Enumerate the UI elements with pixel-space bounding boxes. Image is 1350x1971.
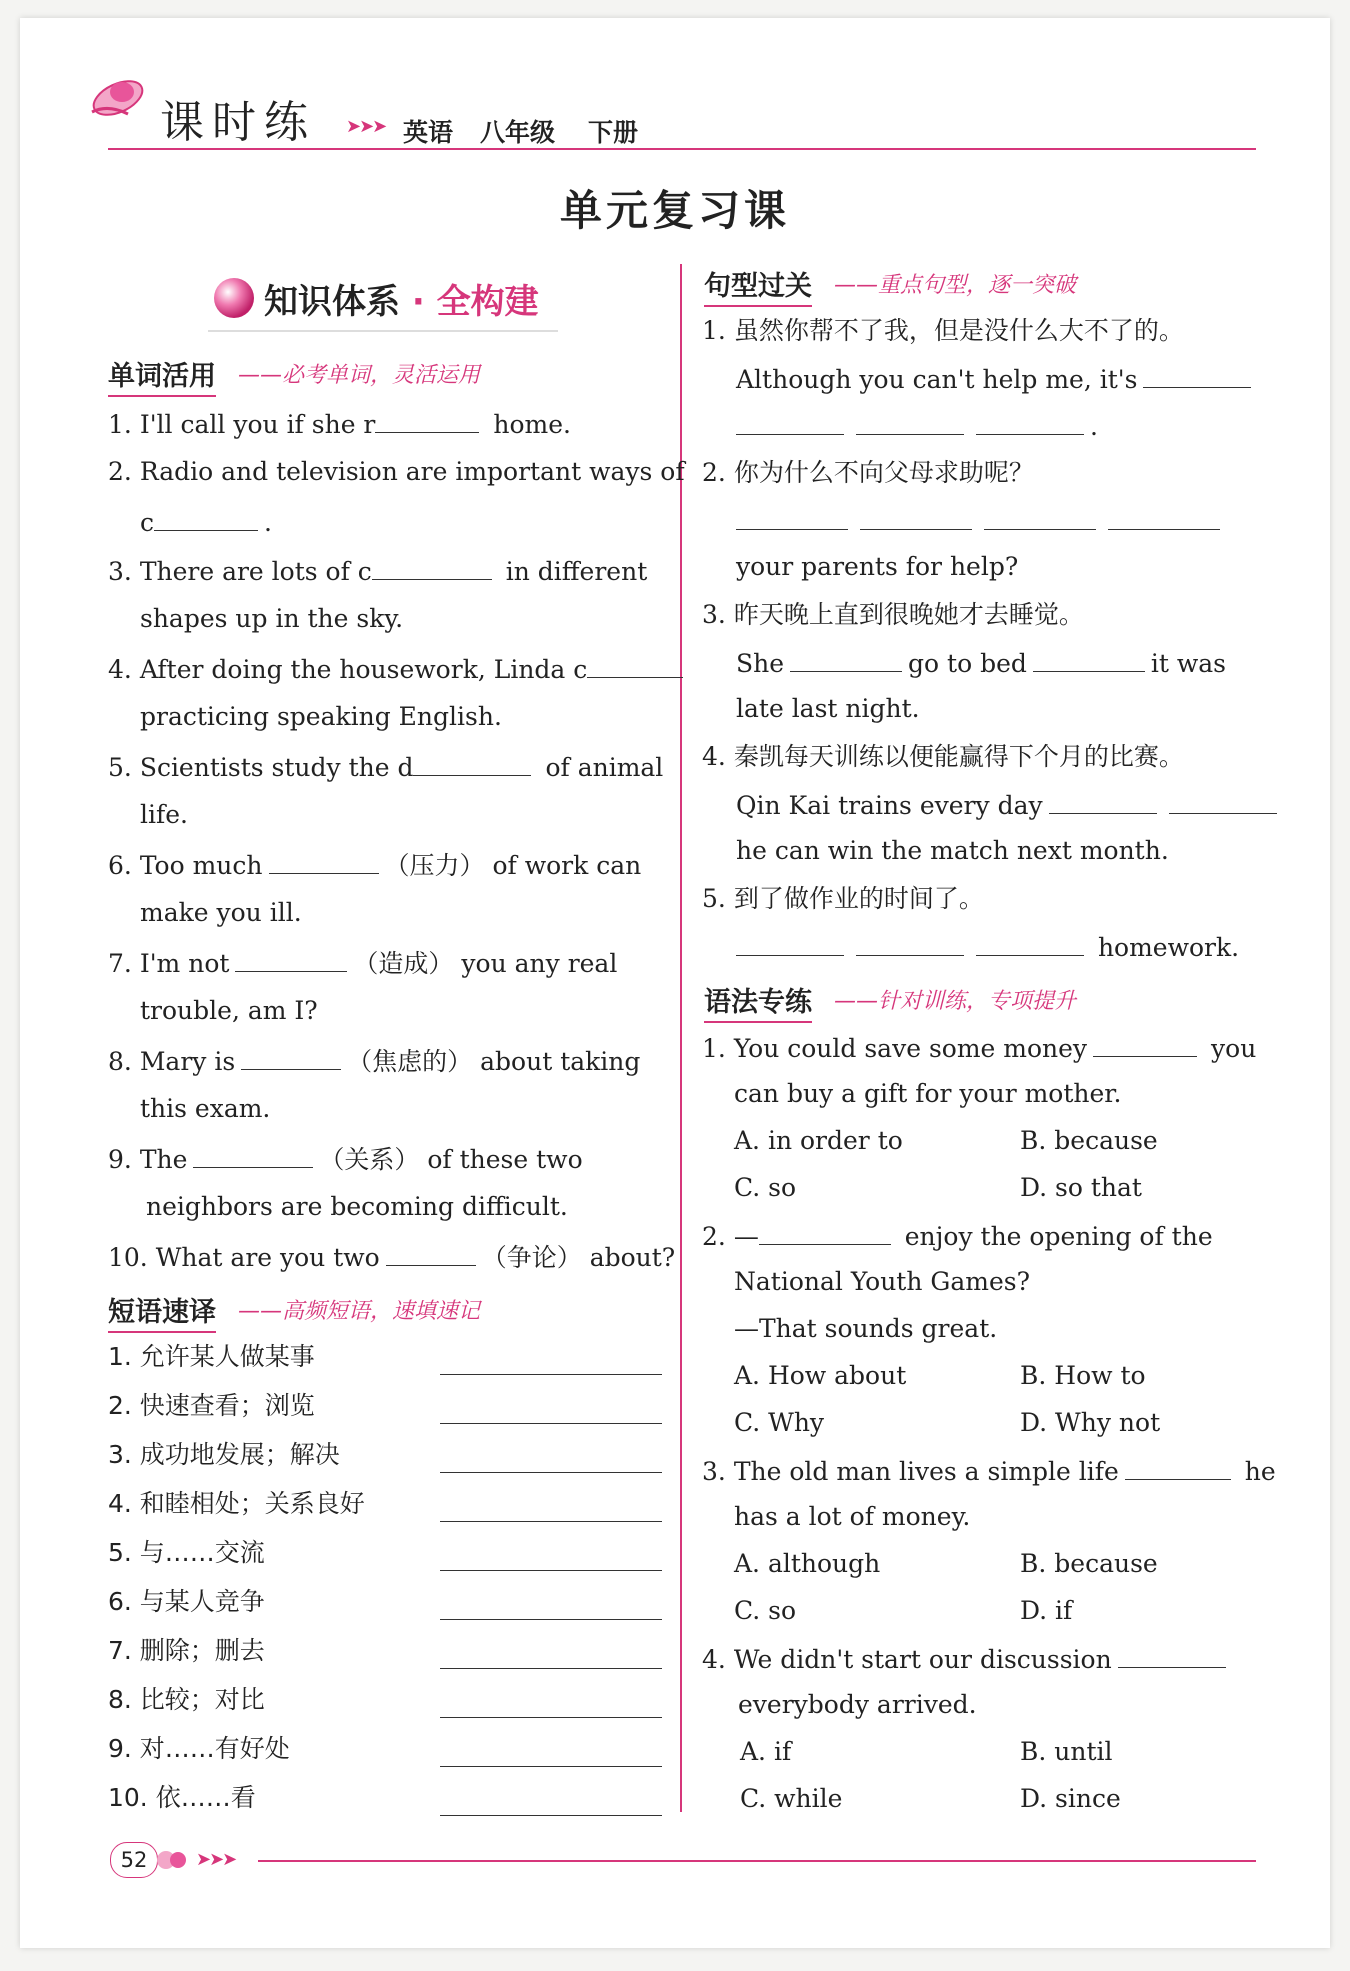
- sentence-5-cn: 5. 到了做作业的时间了。: [702, 884, 984, 913]
- vocab-item-5: 5. Scientists study the d of animal: [108, 749, 663, 785]
- phrase-blank-8[interactable]: [440, 1717, 662, 1718]
- page-title: 单元复习课: [559, 186, 790, 235]
- phrase-blank-10[interactable]: [440, 1815, 662, 1816]
- phrase-blank-9[interactable]: [440, 1766, 662, 1767]
- sentence-4-cn: 4. 秦凯每天训练以便能赢得下个月的比赛。: [702, 742, 1184, 771]
- grammar-3-option-c[interactable]: C. so: [734, 1596, 797, 1625]
- phrase-blank-7[interactable]: [440, 1668, 662, 1669]
- vocab-item-5-cont: life.: [140, 800, 188, 829]
- column-divider: [680, 264, 682, 1812]
- series-title: 课时练: [160, 97, 316, 148]
- sentence-3-en: She go to bed it was: [736, 645, 1226, 681]
- banner-dot: ·: [411, 282, 425, 322]
- bubble-icon: [156, 1844, 190, 1876]
- vocab-section-subtitle: ——必考单词，灵活运用: [238, 363, 481, 388]
- grammar-3-option-d[interactable]: D. if: [1020, 1596, 1073, 1625]
- phrases-section-title: 短语速译: [108, 1290, 216, 1333]
- page-number: 52: [110, 1842, 158, 1878]
- sentence-2-en: your parents for help?: [736, 552, 1019, 581]
- sentence-3-en-cont: late last night.: [736, 694, 920, 723]
- vocab-item-2: 2. Radio and television are important ways of: [108, 457, 685, 486]
- grammar-section-title: 语法专练: [704, 980, 812, 1023]
- vocab-section-title: 单词活用: [108, 354, 216, 397]
- volume-label: 下册: [588, 118, 639, 147]
- sentence-2-blanks: [736, 503, 1226, 539]
- grammar-3-question-cont: has a lot of money.: [734, 1502, 971, 1531]
- grammar-4-option-b[interactable]: B. until: [1020, 1737, 1113, 1766]
- sentence-1-en: Although you can't help me, it's: [736, 361, 1257, 397]
- vocab-item-3-cont: shapes up in the sky.: [140, 604, 404, 633]
- grammar-4-option-d[interactable]: D. since: [1020, 1784, 1121, 1813]
- grammar-4-option-c[interactable]: C. while: [740, 1784, 843, 1813]
- vocab-item-8-cont: this exam.: [140, 1094, 271, 1123]
- sentence-5-en: homework.: [736, 929, 1239, 965]
- header-rule: [108, 148, 1256, 150]
- sentence-2-cn: 2. 你为什么不向父母求助呢？: [702, 458, 1034, 487]
- grammar-1-option-b[interactable]: B. because: [1020, 1126, 1158, 1155]
- grammar-2-option-c[interactable]: C. Why: [734, 1408, 825, 1437]
- vocab-item-4: 4. After doing the housework, Linda c: [108, 651, 689, 687]
- phrase-item-3: 3. 成功地发展；解决: [108, 1440, 340, 1469]
- grammar-1-question: 1. You could save some money you: [702, 1030, 1256, 1066]
- phrase-blank-6[interactable]: [440, 1619, 662, 1620]
- banner-underline: [208, 330, 558, 332]
- vocab-item-9: 9. The （关系） of these two: [108, 1141, 583, 1177]
- phrase-blank-3[interactable]: [440, 1472, 662, 1473]
- phrase-item-7: 7. 删除；删去: [108, 1636, 265, 1665]
- phrase-item-2: 2. 快速查看；浏览: [108, 1391, 315, 1420]
- phrase-item-5: 5. 与……交流: [108, 1538, 265, 1567]
- banner-title: [264, 274, 539, 323]
- grammar-2-question-cont: National Youth Games?: [734, 1267, 1031, 1296]
- grammar-1-option-c[interactable]: C. so: [734, 1173, 797, 1202]
- vocab-item-7: 7. I'm not （造成） you any real: [108, 945, 617, 981]
- phrase-blank-2[interactable]: [440, 1423, 662, 1424]
- grade-label: 八年级: [480, 118, 556, 147]
- sentence-3-cn: 3. 昨天晚上直到很晚她才去睡觉。: [702, 600, 1084, 629]
- grammar-1-option-d[interactable]: D. so that: [1020, 1173, 1142, 1202]
- phrase-item-8: 8. 比较；对比: [108, 1685, 265, 1714]
- vocab-item-6-cont: make you ill.: [140, 898, 302, 927]
- vocab-item-9-cont: neighbors are becoming difficult.: [146, 1192, 568, 1221]
- arrows-icon: ➤➤➤: [346, 116, 386, 137]
- phrase-item-1: 1. 允许某人做某事: [108, 1342, 315, 1371]
- vocab-item-8: 8. Mary is （焦虑的） about taking: [108, 1043, 640, 1079]
- phrases-section-subtitle: ——高频短语，速填速记: [238, 1299, 481, 1324]
- footer-arrows-icon: ➤➤➤: [196, 1849, 236, 1870]
- phrase-item-4: 4. 和睦相处；关系良好: [108, 1489, 365, 1518]
- sphere-icon: [208, 274, 260, 322]
- grammar-1-question-cont: can buy a gift for your mother.: [734, 1079, 1122, 1108]
- vocab-item-7-cont: trouble, am I?: [140, 996, 318, 1025]
- grammar-2-option-a[interactable]: A. How about: [734, 1361, 907, 1390]
- grammar-3-option-a[interactable]: A. although: [734, 1549, 881, 1578]
- grammar-section-subtitle: ——针对训练，专项提升: [834, 989, 1077, 1014]
- sentences-section-title: 句型过关: [704, 264, 812, 307]
- phrase-blank-1[interactable]: [440, 1374, 662, 1375]
- grammar-2-option-d[interactable]: D. Why not: [1020, 1408, 1161, 1437]
- vocab-item-6: 6. Too much （压力） of work can: [108, 847, 641, 883]
- vocab-item-2-cont: c .: [140, 504, 272, 540]
- vocab-item-1: 1. I'll call you if she r home.: [108, 406, 571, 442]
- banner-right: 全构建: [436, 282, 539, 322]
- vocab-item-3: 3. There are lots of c in different: [108, 553, 647, 589]
- phrase-item-6: 6. 与某人竞争: [108, 1587, 265, 1616]
- sentence-1-cn: 1. 虽然你帮不了我，但是没什么大不了的。: [702, 316, 1184, 345]
- vocab-item-10: 10. What are you two （争论） about?: [108, 1239, 675, 1275]
- sentence-4-en: Qin Kai trains every day: [736, 787, 1283, 823]
- grammar-2-option-b[interactable]: B. How to: [1020, 1361, 1146, 1390]
- grammar-1-option-a[interactable]: A. in order to: [734, 1126, 903, 1155]
- grammar-3-option-b[interactable]: B. because: [1020, 1549, 1158, 1578]
- sentence-1-en-cont: .: [736, 408, 1098, 444]
- flower-logo-icon: [88, 68, 150, 122]
- phrase-blank-4[interactable]: [440, 1521, 662, 1522]
- phrase-item-10: 10. 依……看: [108, 1783, 256, 1812]
- footer-rule: [258, 1860, 1256, 1862]
- grammar-3-question: 3. The old man lives a simple life he: [702, 1453, 1276, 1489]
- banner-left: 知识体系: [264, 282, 400, 322]
- grammar-4-question-cont: everybody arrived.: [738, 1690, 977, 1719]
- grammar-4-option-a[interactable]: A. if: [740, 1737, 792, 1766]
- grammar-4-question: 4. We didn't start our discussion: [702, 1641, 1232, 1677]
- phrase-blank-5[interactable]: [440, 1570, 662, 1571]
- grammar-2-response: —That sounds great.: [734, 1314, 998, 1343]
- subject-label: 英语: [403, 118, 454, 147]
- grammar-2-question: 2. — enjoy the opening of the: [702, 1218, 1213, 1254]
- phrase-item-9: 9. 对……有好处: [108, 1734, 290, 1763]
- vocab-item-4-cont: practicing speaking English.: [140, 702, 502, 731]
- sentence-4-en-cont: he can win the match next month.: [736, 836, 1169, 865]
- sentences-section-subtitle: ——重点句型，逐一突破: [834, 273, 1077, 298]
